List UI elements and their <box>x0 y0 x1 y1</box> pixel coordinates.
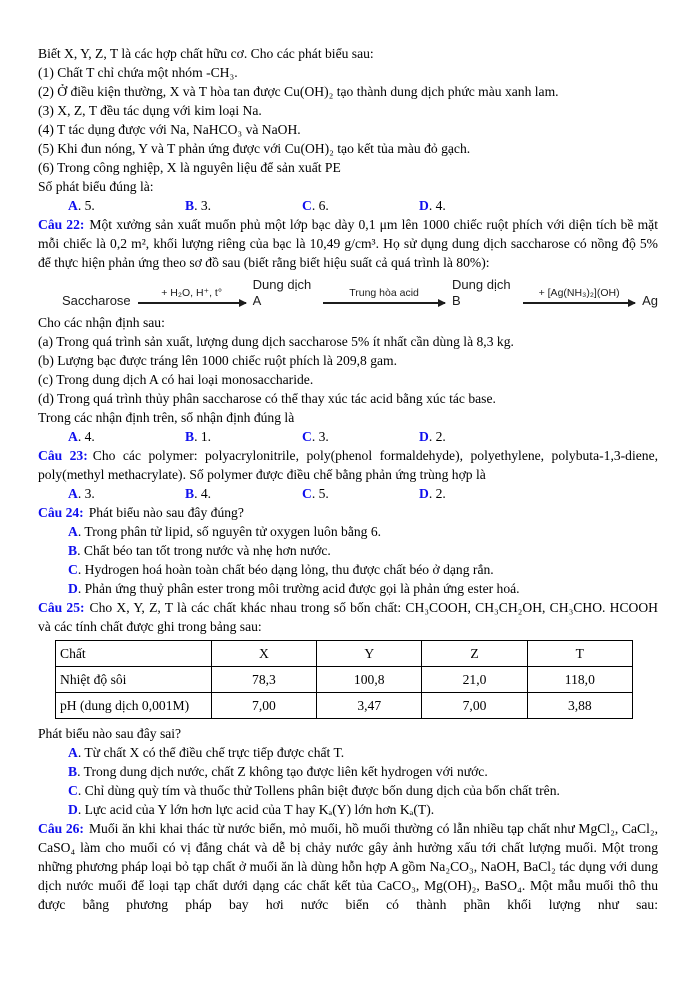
q23-option-d: D. 2. <box>419 486 446 501</box>
q22-lead: Cho các nhận định sau: <box>38 315 165 330</box>
scheme-product: Ag <box>642 293 658 308</box>
scheme-arrow-3 <box>523 287 635 304</box>
q22-body: Một xưởng sản xuất muốn phủ một lớp bạc dày 0,1 μm lên 1000 chiếc ruột phích với diện tích bề mặt mỗi chiếc là 0,2 m², khối lượng riêng của bạc là 10,49 g/cm³. Họ sử dụng dung dịch saccharose có nồng độ 5% để thực hiện phản ứng theo sơ đồ sau (biết rằng biết hiệu suất cả quá trình là 80%): <box>38 217 658 270</box>
q21-option-b: B. 3. <box>185 198 212 213</box>
boiling-point-x: 78,3 <box>211 667 316 693</box>
arrow-line-icon <box>523 302 635 304</box>
q24-label: Câu 24: <box>38 505 84 520</box>
q21-option-d: D. 4. <box>419 198 446 213</box>
q21-statement-2: (2) Ở điều kiện thường, X và T hòa tan được Cu(OH)₂ tạo thành dung dịch phức màu xanh lam. <box>38 84 559 99</box>
q22-option-b: B. 1. <box>185 429 212 444</box>
q22-option-d: D. 2. <box>419 429 446 444</box>
q24-text <box>38 503 658 522</box>
q24-choice-c: C. Hydrogen hoá hoàn toàn chất béo dạng lỏng, thu được chất béo ở dạng rắn. <box>68 562 494 577</box>
reaction-scheme <box>62 277 658 311</box>
q25-text <box>38 598 658 636</box>
q21-statement-4: (4) T tác dụng được với Na, NaHCO₃ và NaOH. <box>38 122 301 137</box>
q24-choice-b: B. Chất béo tan tốt trong nước và nhẹ hơn nước. <box>68 543 331 558</box>
q23-option-b: B. 4. <box>185 486 212 501</box>
row-label-boiling-point: Nhiệt độ sôi <box>56 667 212 693</box>
ph-z: 7,00 <box>422 693 527 719</box>
q24-body: Phát biểu nào sau đây đúng? <box>88 505 244 520</box>
q22-statement-c: (c) Trong dung dịch A có hai loại monosaccharide. <box>38 372 314 387</box>
q22-option-a: A. 4. <box>68 429 95 444</box>
table-header-x: X <box>211 641 316 667</box>
row-label-ph: pH (dung dịch 0,001M) <box>56 693 212 719</box>
q23-options <box>38 484 658 503</box>
q23-text <box>38 446 658 484</box>
scheme-solution-a: Dung dịch A <box>252 277 312 308</box>
q21-intro: Biết X, Y, Z, T là các hợp chất hữu cơ. Cho các phát biểu sau: <box>38 46 374 61</box>
scheme-arrow-1-label: + H₂O, H⁺, t° <box>161 287 223 299</box>
q22-statement-a: (a) Trong quá trình sản xuất, lượng dung dịch saccharose 5% ít nhất cần dùng là 8,3 kg. <box>38 334 514 349</box>
q26-body: Muối ăn khi khai thác từ nước biển, mỏ muối, hồ muối thường có lẫn nhiều tạp chất như MgCl₂, CaCl₂, CaSO₄ làm cho muối có vị đắng chát và dễ bị chảy nước gây ảnh hưởng xấu tới chất lượng muối. Một trong những phương pháp loại bỏ tạp chất ở muối ăn là dùng hỗn hợp A gồm Na₂CO₃, NaOH, BaCl₂ tác dụng với dung dịch nước muối để loại tạp chất dưới dạng các chất kết tủa CaCO₃, Mg(OH)₂, BaSO₄. Một mẫu muối thô thu được bằng phương pháp bay hơi nước biển có thành phần khối lượng như sau: <box>38 821 658 912</box>
properties-table <box>55 640 633 719</box>
scheme-solution-b: Dung dịch B <box>452 277 511 308</box>
q25-question: Phát biểu nào sau đây sai? <box>38 726 182 741</box>
q25-body: Cho X, Y, Z, T là các chất khác nhau trong số bốn chất: CH₃COOH, CH₃CH₂OH, CH₃CHO. HCOOH và các tính chất được ghi trong bảng sau: <box>38 600 658 634</box>
scheme-arrow-3-label: + [Ag(NH₃)₂](OH) <box>538 287 620 299</box>
scheme-arrow-2-label: Trung hòa acid <box>349 287 419 299</box>
q26-label: Câu 26: <box>38 821 84 836</box>
q25-label: Câu 25: <box>38 600 85 615</box>
q25-choice-c: C. Chỉ dùng quỳ tím và thuốc thử Tollens phân biệt được bốn dung dịch của bốn chất trên. <box>68 783 560 798</box>
q21-option-c: C. 6. <box>302 198 329 213</box>
arrow-line-icon <box>138 302 246 304</box>
ph-t: 3,88 <box>527 693 632 719</box>
q26-text <box>38 819 658 914</box>
scheme-arrow-1 <box>138 287 246 304</box>
q24-choice-a: A. Trong phân tử lipid, số nguyên tử oxygen luôn bằng 6. <box>68 524 382 539</box>
q21-options <box>38 196 658 215</box>
q23-option-a: A. 3. <box>68 486 95 501</box>
q25-choice-b: B. Trong dung dịch nước, chất Z không tạo được liên kết hydrogen với nước. <box>68 764 488 779</box>
q21-statement-3: (3) X, Z, T đều tác dụng với kim loại Na. <box>38 103 262 118</box>
q24-choice-d: D. Phản ứng thuỷ phân ester trong môi trường acid được gọi là phản ứng ester hoá. <box>68 581 520 596</box>
table-header-chat: Chất <box>56 641 212 667</box>
q21-statement-1: (1) Chất T chỉ chứa một nhóm -CH₃. <box>38 65 238 80</box>
q23-body: Cho các polymer: polyacrylonitrile, poly(phenol formaldehyde), polyethylene, polybuta-1,3-diene, poly(methyl methacrylate). Số polymer được điều chế bằng phản ứng trùng hợp là <box>38 448 658 482</box>
q22-question: Trong các nhận định trên, số nhận định đúng là <box>38 410 295 425</box>
scheme-arrow-2 <box>323 287 445 304</box>
q21-statement-5: (5) Khi đun nóng, Y và T phản ứng được với Cu(OH)₂ tạo kết tủa màu đỏ gạch. <box>38 141 471 156</box>
q23-label: Câu 23: <box>38 448 88 463</box>
table-header-z: Z <box>422 641 527 667</box>
ph-x: 7,00 <box>211 693 316 719</box>
boiling-point-z: 21,0 <box>422 667 527 693</box>
q22-statement-b: (b) Lượng bạc được tráng lên 1000 chiếc ruột phích là 209,8 gam. <box>38 353 398 368</box>
boiling-point-y: 100,8 <box>317 667 422 693</box>
table-header-t: T <box>527 641 632 667</box>
q25-choice-d: D. Lực acid của Y lớn hơn lực acid của T hay Kₐ(Y) lớn hơn Kₐ(T). <box>68 802 435 817</box>
q23-option-c: C. 5. <box>302 486 329 501</box>
q21-option-a: A. 5. <box>68 198 95 213</box>
q25-choice-a: A. Từ chất X có thể điều chế trực tiếp được chất T. <box>68 745 345 760</box>
arrow-line-icon <box>323 302 445 304</box>
q22-options <box>38 427 658 446</box>
table-header-row <box>56 641 633 667</box>
table-header-y: Y <box>317 641 422 667</box>
table-row <box>56 693 633 719</box>
q22-label: Câu 22: <box>38 217 85 232</box>
q22-text <box>38 215 658 272</box>
q21-statement-6: (6) Trong công nghiệp, X là nguyên liệu để sản xuất PE <box>38 160 341 175</box>
q22-statement-d: (d) Trong quá trình thủy phân saccharose có thể thay xúc tác acid bằng xúc tác base. <box>38 391 496 406</box>
scheme-reactant: Saccharose <box>62 293 131 308</box>
q21-question: Số phát biểu đúng là: <box>38 179 154 194</box>
boiling-point-t: 118,0 <box>527 667 632 693</box>
ph-y: 3,47 <box>317 693 422 719</box>
table-row <box>56 667 633 693</box>
q22-option-c: C. 3. <box>302 429 329 444</box>
